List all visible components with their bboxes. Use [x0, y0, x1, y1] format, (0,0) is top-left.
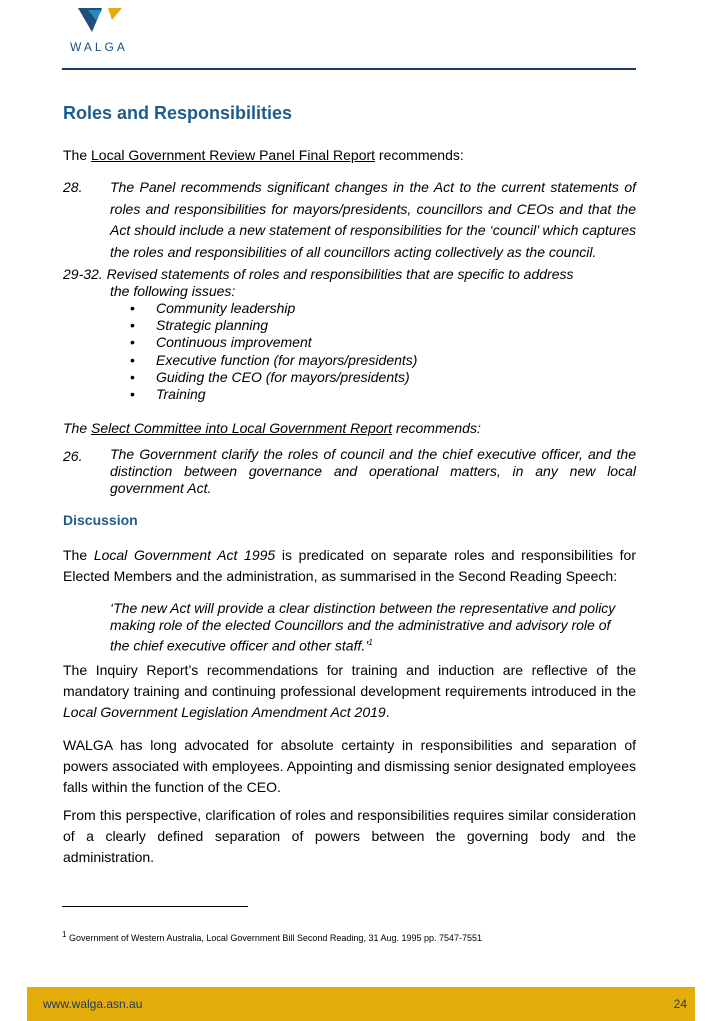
logo-text: WALGA: [70, 40, 128, 54]
intro-select-committee: The Select Committee into Local Government Report recommends:: [63, 420, 481, 436]
page-number: 24: [673, 997, 687, 1011]
panel-report-link: Local Government Review Panel Final Report: [91, 147, 376, 163]
header-rule: [62, 68, 636, 70]
second-reading-quote: ‘The new Act will provide a clear distinction between the representative and policy making role of the elected Councillors and the administrative and advisory role of the chief executive officer and other staff.’$^1$: [110, 600, 616, 654]
list-item: • Community leadership: [130, 300, 296, 316]
rec-28-number: 28.: [63, 179, 83, 195]
rec-29-32-line1: 29-32. Revised statements of roles and responsibilities that are specific to address: [63, 266, 574, 282]
rec-26-text: The Government clarify the roles of council and the chief executive officer, and the distinction between governance and operational matters, in any new local government Act.: [110, 446, 636, 496]
paragraph-walga-advocacy: WALGA has long advocated for absolute certainty in responsibilities and separation of powers associated with employees. Appointing and dismissing senior designated employees falls within the function of the CEO.: [63, 737, 636, 795]
rec-26-number: 26.: [63, 448, 83, 464]
footnote: $^1$ Government of Western Australia, Local Government Bill Second Reading, 31 Aug. 1995 pp. 7547-7551: [62, 930, 483, 943]
rec-28-text: The Panel recommends significant changes in the Act to the current statements of roles and responsibilities for mayors/presidents, councillors and CEOs and that the Act should include a new statement of responsibilities for the ‘council’ which captures the roles and responsibilities of all councillors acting collectively as the council.: [110, 179, 636, 260]
select-committee-link: Select Committee into Local Government Report: [91, 420, 393, 436]
page-title: Roles and Responsibilities: [63, 103, 293, 123]
discussion-heading: Discussion: [63, 512, 138, 528]
list-item: • Executive function (for mayors/presidents): [130, 351, 418, 368]
list-item: • Strategic planning: [130, 317, 269, 334]
list-item: • Guiding the CEO (for mayors/presidents): [130, 368, 410, 385]
footer-url: www.walga.asn.au: [43, 997, 143, 1011]
list-item: • Continuous improvement: [130, 334, 312, 351]
paragraph-perspective: From this perspective, clarification of roles and responsibilities requires similar consideration of a clearly defined separation of powers between the governing body and the administration.: [63, 807, 636, 865]
list-item: • Training: [130, 385, 206, 402]
footnote-rule: [62, 906, 248, 907]
footnote-ref: 1: [368, 638, 373, 647]
rec-29-32-line2: the following issues:: [110, 283, 236, 299]
paragraph-act-1995: The Local Government Act 1995 is predicated on separate roles and responsibilities for Elected Members and the administration, as summarised in the Second Reading Speech:: [63, 547, 637, 584]
issues-list: [130, 300, 417, 403]
footer-bar: [27, 987, 695, 1021]
intro-panel-report: The Local Government Review Panel Final Report recommends:: [63, 147, 464, 163]
paragraph-inquiry-report: The Inquiry Report’s recommendations for training and induction are reflective of the mandatory training and continuing professional development requirements introduced in the Local Government Legislation Amendment Act 2019.: [63, 662, 636, 720]
